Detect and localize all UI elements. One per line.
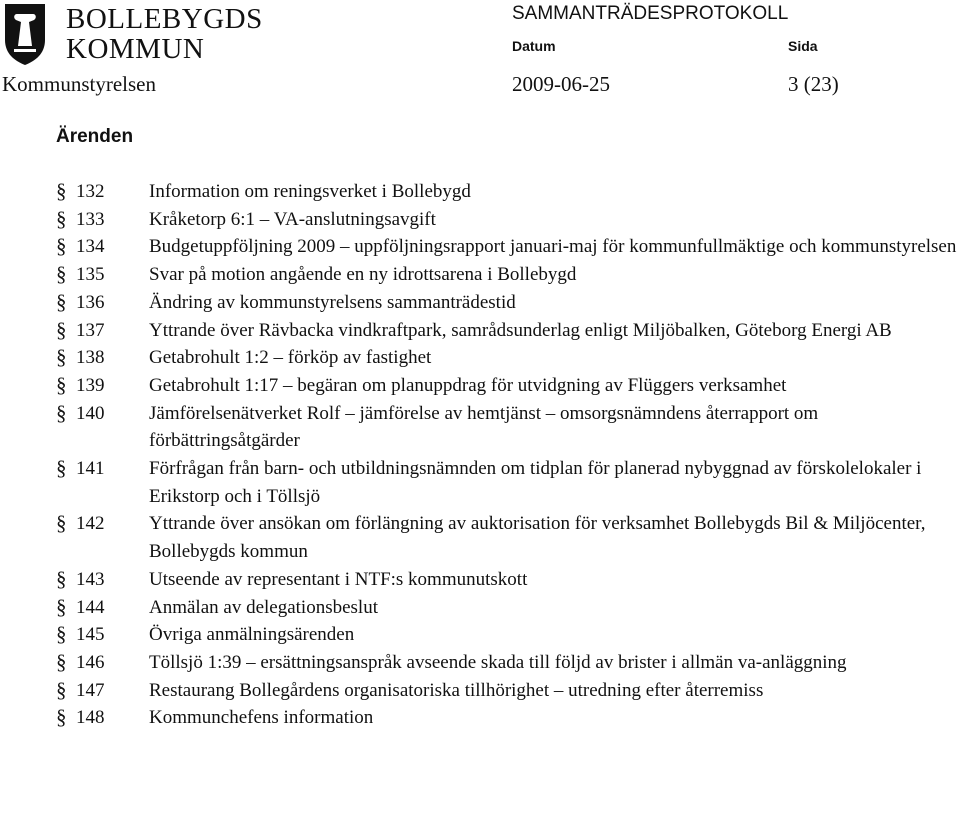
list-item [56,649,960,677]
item-title: Yttrande över ansökan om förlängning av auktorisation för verksamhet Bollebygds Bil & Miljöcenter, Bollebygds kommun [149,513,926,563]
item-number: 143 [76,568,105,590]
paragraph-sign: § [56,234,67,259]
item-title: Getabrohult 1:17 – begäran om planuppdrag för utvidgning av Flüggers verksamhet [149,374,787,396]
item-title: Kommunchefens information [149,707,374,729]
paragraph-sign: § [56,566,67,591]
list-item [56,594,960,622]
coat-of-arms-logo [2,2,48,66]
item-number: 138 [76,347,105,369]
paragraph-sign: § [56,594,67,619]
item-number: 147 [76,679,105,701]
item-number: 132 [76,181,105,202]
item-title: Svar på motion angående en ny idrottsarena i Bollebygd [149,264,577,286]
list-item [56,621,960,649]
list-item [56,317,960,345]
paragraph-sign: § [56,262,67,287]
paragraph-sign: § [56,372,67,397]
item-title: Ändring av kommunstyrelsens sammanträdestid [149,291,516,313]
list-item [56,261,960,289]
date-label: Datum [512,38,556,54]
org-name-line1: BOLLEBYGDS [66,3,263,35]
list-item [56,344,960,372]
item-title: Jämförelsenätverket Rolf – jämförelse av hemtjänst – omsorgsnämndens återrapport om förbättringsåtgärder [149,402,819,452]
paragraph-sign: § [56,705,67,730]
paragraph-sign: § [56,400,67,425]
item-number: 142 [76,513,105,535]
page-number: 3 (23) [788,72,839,96]
item-title: Förfrågan från barn- och utbildningsnämnden om tidplan för planerad nybyggnad av förskolelokaler i Erikstorp och i Töllsjö [149,458,922,507]
paragraph-sign: § [56,677,67,702]
list-item [56,372,960,400]
section-title: Ärenden [56,126,134,147]
item-number: 133 [76,208,105,230]
list-item [56,400,960,455]
list-item [56,566,960,594]
item-title: Yttrande över Rävbacka vindkraftpark, samrådsunderlag enligt Miljöbalken, Göteborg Energi AB [149,319,892,341]
item-title: Anmälan av delegationsbeslut [149,596,378,618]
document-title: SAMMANTRÄDESPROTOKOLL [512,3,789,24]
paragraph-sign: § [56,345,67,370]
item-number: 140 [76,402,105,424]
item-number: 144 [76,596,105,618]
item-title: Budgetuppföljning 2009 – uppföljningsrapport januari-maj för kommunfullmäktige och kommunstyrelsen [149,236,957,258]
body-name: Kommunstyrelsen [2,72,156,96]
paragraph-sign: § [56,622,67,647]
item-number: 148 [76,707,105,729]
list-item [56,510,960,565]
item-title: Töllsjö 1:39 – ersättningsanspråk avseende skada till följd av brister i allmän va-anläggning [149,651,847,673]
item-title: Restaurang Bollegårdens organisatoriska tillhörighet – utredning efter återremiss [149,679,764,701]
list-item [56,233,960,261]
item-number: 141 [76,458,105,480]
item-title: Övriga anmälningsärenden [149,624,355,646]
paragraph-sign: § [56,179,67,203]
org-name [66,4,263,64]
list-item [56,289,960,317]
page-label: Sida [788,38,818,54]
item-title: Getabrohult 1:2 – förköp av fastighet [149,347,432,369]
item-number: 135 [76,264,105,286]
org-name-line2: KOMMUN [66,33,205,65]
list-item [56,704,960,732]
paragraph-sign: § [56,456,67,481]
item-number: 145 [76,624,105,646]
item-number: 137 [76,319,105,341]
paragraph-sign: § [56,206,67,231]
item-number: 146 [76,651,105,673]
list-item [56,677,960,705]
item-number: 139 [76,374,105,396]
item-title: Information om reningsverket i Bollebygd [149,181,471,202]
meeting-date: 2009-06-25 [512,72,610,96]
list-item [56,206,960,234]
agenda-list [56,178,960,732]
paragraph-sign: § [56,511,67,536]
list-item [56,178,960,206]
item-title: Kråketorp 6:1 – VA-anslutningsavgift [149,208,436,230]
paragraph-sign: § [56,649,67,674]
paragraph-sign: § [56,289,67,314]
item-title: Utseende av representant i NTF:s kommunutskott [149,568,528,590]
item-number: 134 [76,236,105,258]
list-item [56,455,960,510]
paragraph-sign: § [56,317,67,342]
item-number: 136 [76,291,105,313]
